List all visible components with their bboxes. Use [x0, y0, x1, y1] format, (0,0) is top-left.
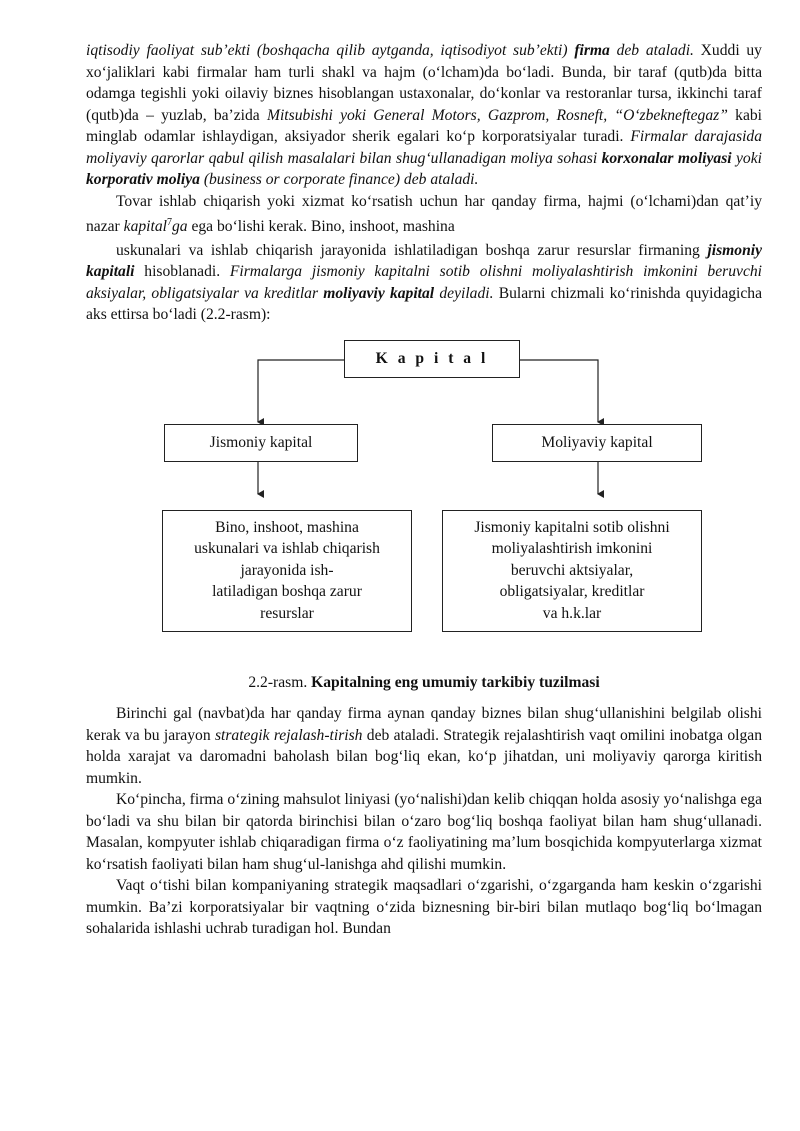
- detail-line: va h.k.lar: [542, 604, 602, 622]
- text: Xuddi uy xo‘jaliklari kabi firmalar ham turli shakl va hajm (o‘lcham)da bo‘ladi. Bunda, bir taraf (qutb)da bitta odamga tegishli yoki oilaviy biznes hisoblangan ustaxonalar, do‘konlar va restoranlar tursa, ikkinchi taraf (qutb)da – yuzlab, ba’zida: [86, 42, 762, 124]
- detail-line: Bino, inshoot, mashina: [215, 518, 359, 536]
- box-moliyaviy-kapital-label: Moliyaviy kapital: [541, 433, 653, 451]
- text-italic: deyiladi.: [434, 284, 494, 302]
- term-korporativ-moliya: korporativ moliya: [86, 171, 200, 188]
- caption-prefix: 2.2-rasm.: [248, 673, 312, 691]
- text-italic: Firmalarga jismoniy kapitalni sotib olishni moliyalashtirish imkonini beruvchi aksiyalar, obligatsiyalar va kreditlar: [86, 263, 762, 302]
- detail-line: latiladigan boshqa zarur: [212, 583, 362, 601]
- box-physical-capital-detail: [162, 510, 412, 632]
- figure-caption: [86, 672, 762, 694]
- box-jismoniy-kapital: [164, 424, 358, 462]
- detail-line: uskunalari va ishlab chiqarish: [194, 540, 380, 558]
- detail-line: jarayonida ish-: [240, 561, 334, 579]
- text-italic: Firmalar darajasida moliyaviy qarorlar qabul qilish masalalari bilan shug‘ullanadigan moliya sohasi: [86, 128, 762, 167]
- text-italic: yoki: [731, 149, 762, 167]
- caption-title: Kapitalning eng umumiy tarkibiy tuzilmasi: [311, 673, 600, 691]
- connector-root-left: [258, 360, 344, 422]
- detail-line: Jismoniy kapitalni sotib olishni: [474, 518, 670, 536]
- paragraph-firma-definition: [86, 40, 762, 191]
- paragraph-jismoniy-kapital: [86, 240, 762, 326]
- text: ega bo‘lishi kerak. Bino, inshoot, mashina: [187, 218, 455, 236]
- term-korxonalar-moliyasi: korxonalar moliyasi: [601, 149, 732, 167]
- text-italic: Mitsubishi yoki General Motors, Gazprom, Rosneft, “O‘zbekneftegaz”: [266, 106, 728, 124]
- text-italic: deb ataladi.: [609, 42, 694, 59]
- capital-structure-diagram: [86, 338, 762, 668]
- term-moliyaviy-kapital: moliyaviy kapital: [323, 284, 435, 302]
- paragraph-strategic-planning: [86, 703, 762, 789]
- detail-line: beruvchi aktsiyalar,: [510, 561, 634, 579]
- document-page: [86, 40, 762, 940]
- term-kapital: kapital: [123, 218, 167, 236]
- text-italic: iqtisodiy faoliyat sub’ekti (boshqacha qilib aytganda, iqtisodiyot sub’ekti): [86, 42, 575, 59]
- text: kabi minglab odamlar ishlaydigan, aksiyador sherik egalari ko‘p korporatsiyalar turadi.: [86, 106, 762, 145]
- paragraph-product-line: Ko‘pincha, firma o‘zining mahsulot liniyasi (yo‘nalishi)dan kelib chiqqan holda asosiy yo‘nalishga ega bo‘ladi va shu bilan bir qatorda birinchisi bilan o‘zaro bog‘liq boshqa faoliyat bilan ham shug‘ullanadi. Masalan, kompyuter ishlab chiqaradigan firma o‘z faoliyatining ma’lum bosqichida kompyuterlarga xizmat ko‘rsatish faoliyati bilan ham shug‘ul-lanishga ahd qilishi mumkin.: [86, 791, 762, 873]
- term-firma: firma: [574, 42, 610, 59]
- text: uskunalari va ishlab chiqarish jarayonida ishlatiladigan boshqa zarur resurslar firmaning: [116, 241, 708, 259]
- paragraph-strategic-goals: Vaqt o‘tishi bilan kompaniyaning strategik maqsadlari o‘zgarishi, o‘zgarganda ham keskin o‘zgarishi mumkin. Ba’zi korporatsiyalar bir vaqtning o‘zida biznesning bir-biri bilan mutlaqo bog‘liq bo‘lmagan sohalarida ishlashi uchrab turadigan hol. Bundan: [86, 877, 762, 938]
- connector-root-right: [520, 360, 598, 422]
- text-italic: (business or corporate finance) deb ataladi.: [199, 171, 479, 188]
- detail-line: obligatsiyalar, kreditlar: [499, 583, 645, 601]
- text: Birinchi gal (navbat)da har qanday firma aynan qanday biznes bilan shug‘ullanishini belgilab olishi kerak va bu jarayon: [86, 705, 762, 744]
- box-financial-capital-detail: [442, 510, 702, 632]
- text: deb ataladi. Strategik rejalashtirish vaqt omilini inobatga olgan holda xarajat va daromadni baholash bilan bog‘liq ekan, ko‘p jihatdan, uni moliyaviy qarorga kiritish mumkin.: [86, 726, 762, 787]
- text: Bularni chizmali ko‘rinishda quyidagicha aks ettirsa bo‘ladi (2.2-rasm):: [86, 284, 763, 324]
- text: Tovar ishlab chiqarish yoki xizmat ko‘rsatish uchun har qanday firma, hajmi (o‘lchami)dan qat’iy nazar: [86, 192, 762, 236]
- detail-line: moliyalashtirish imkonini: [491, 540, 653, 558]
- text-italic: ga: [171, 218, 188, 236]
- paragraph-kapital: [86, 191, 762, 238]
- term-jismoniy-kapitali: jismoniy kapitali: [86, 241, 762, 281]
- box-kapital-label: K a p i t a l: [375, 349, 489, 367]
- box-kapital: [344, 340, 520, 378]
- footnote-marker: 7: [166, 217, 172, 228]
- box-moliyaviy-kapital: [492, 424, 702, 462]
- detail-line: resurslar: [260, 604, 314, 622]
- term-strategik-rejalashtirish: strategik rejalash-tirish: [214, 726, 363, 744]
- box-jismoniy-kapital-label: Jismoniy kapital: [209, 433, 313, 451]
- text: hisoblanadi.: [134, 263, 230, 281]
